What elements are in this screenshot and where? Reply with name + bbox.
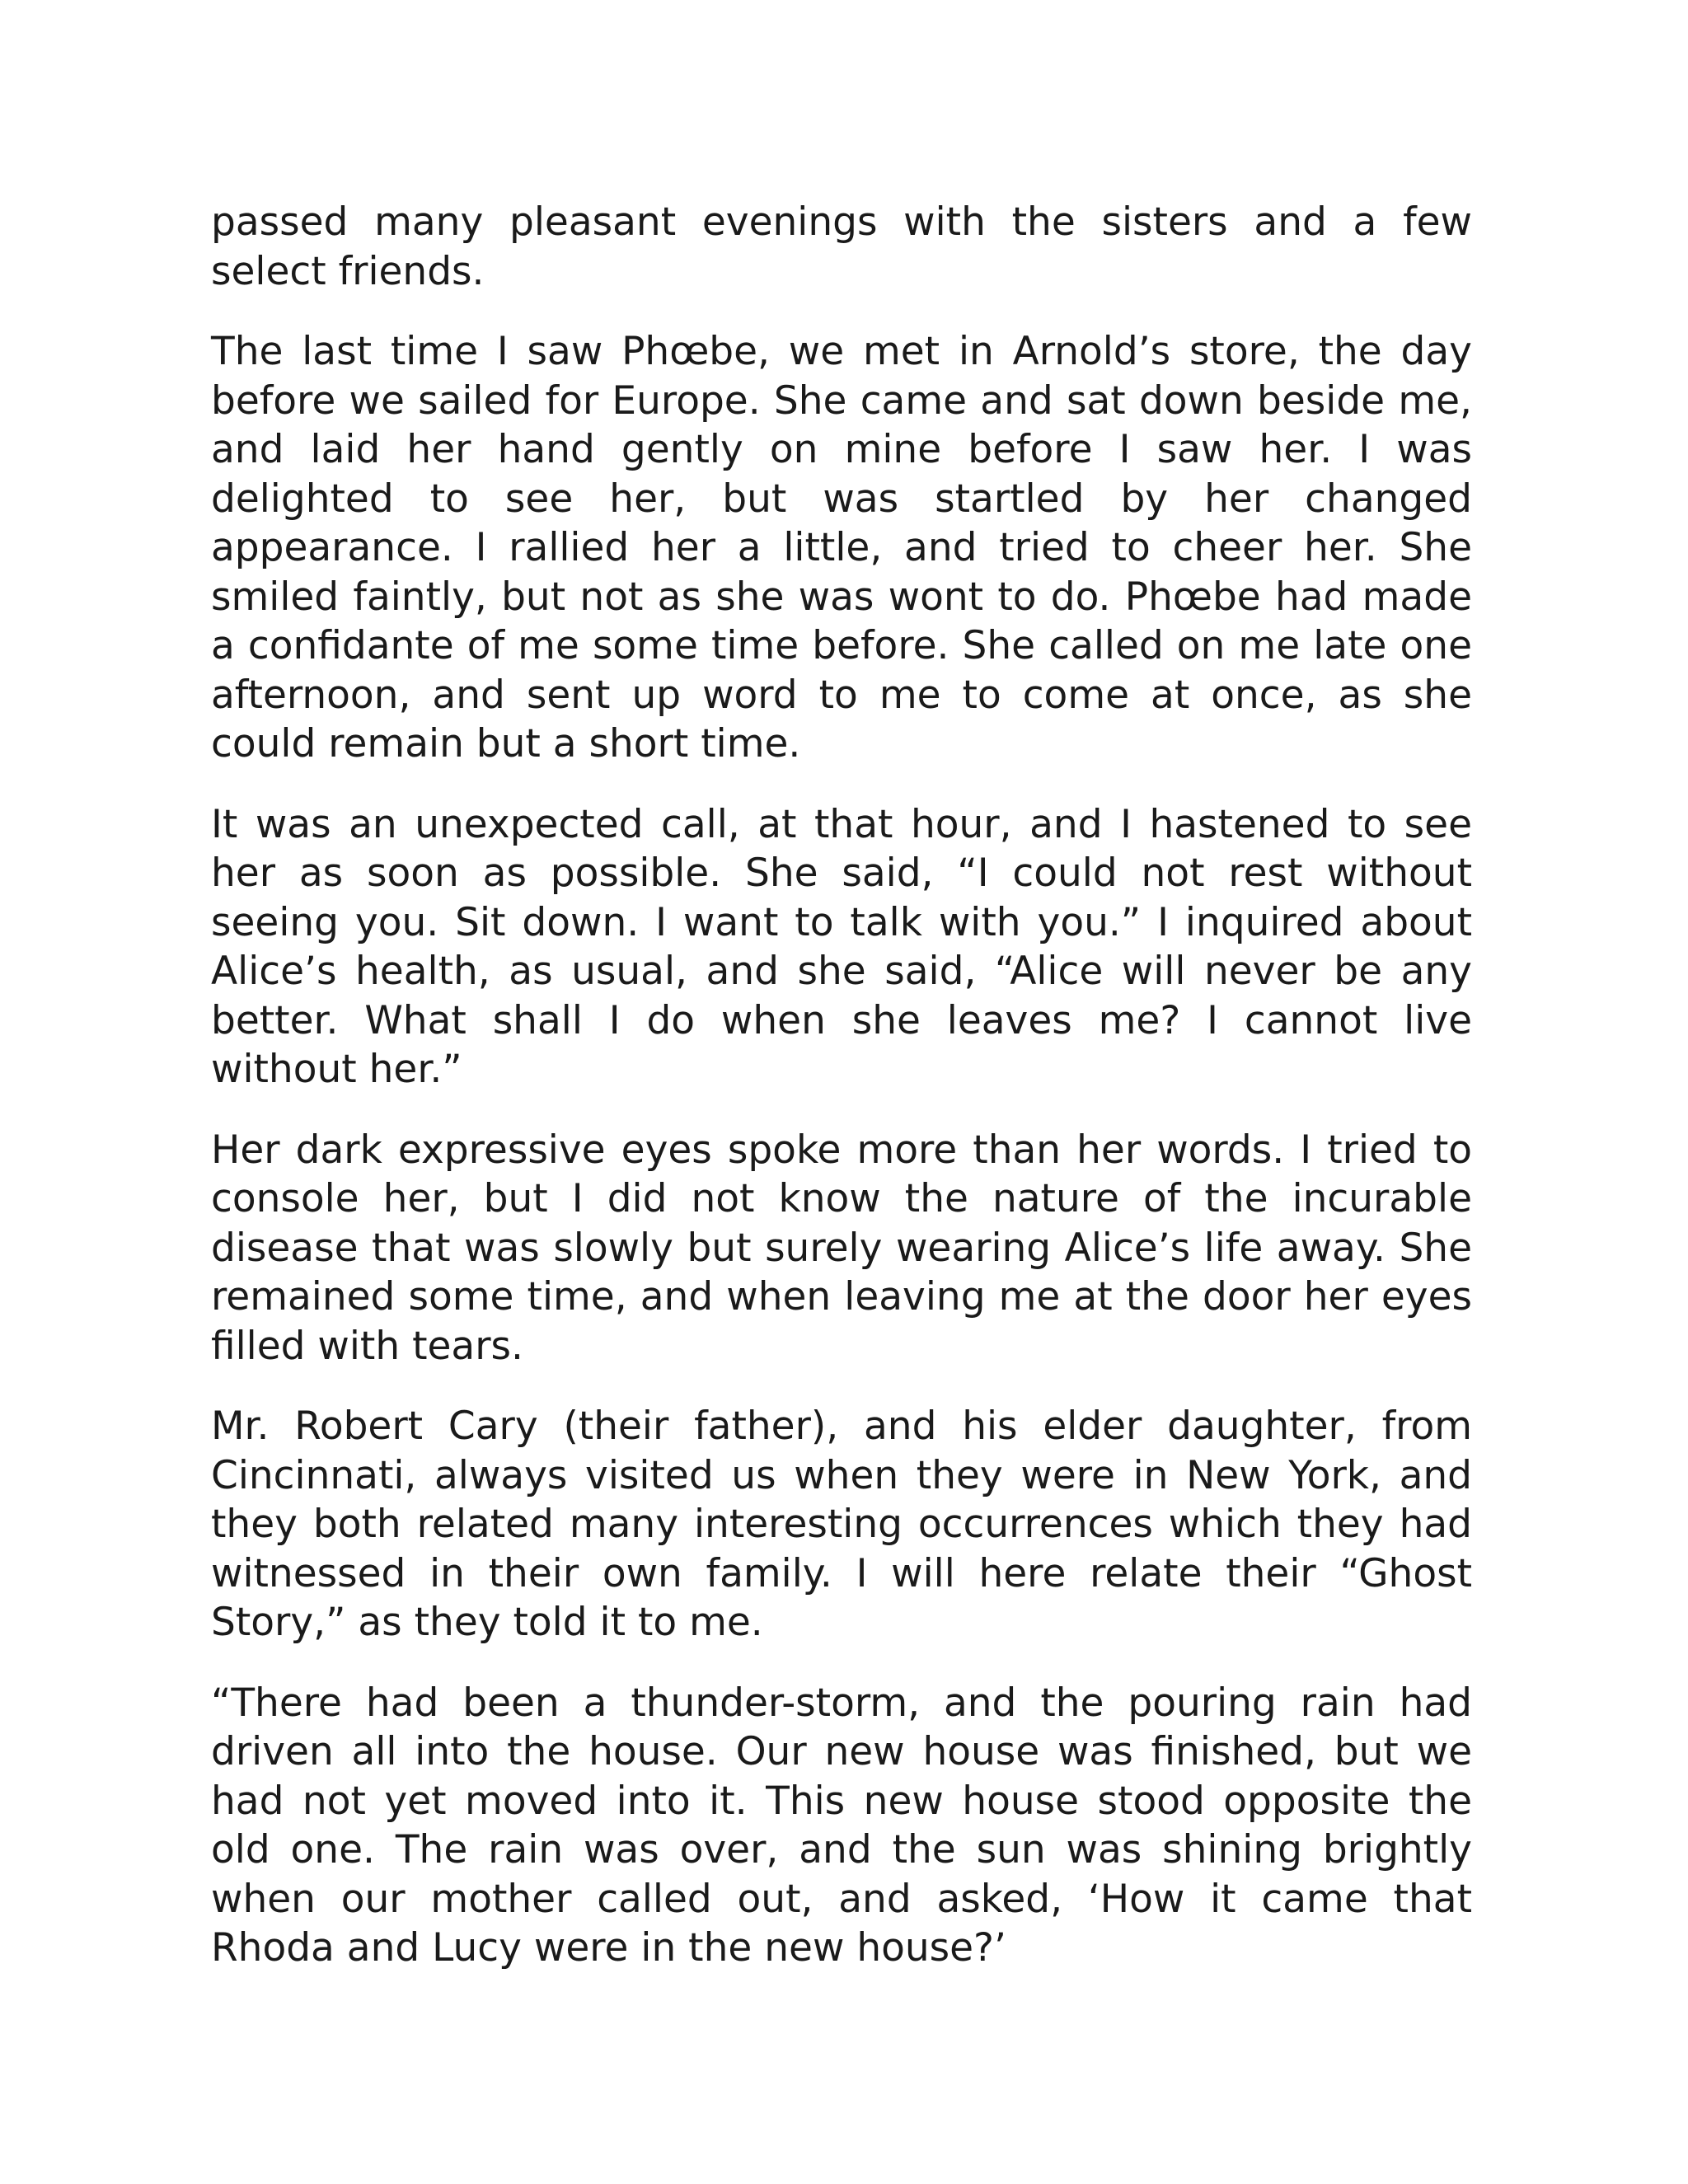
paragraph-5: Mr. Robert Cary (their father), and his elder daughter, from Cincinnati, always visited us when they were in New York, and they both related many interesting occurrences which they had witnessed in their own family. I will here relate their “Ghost Story,” as they told it to me. (211, 1404, 1472, 1645)
paragraph-6: “There had been a thunder-storm, and the pouring rain had driven all into the house. Our new house was finished, but we had not yet moved into it. This new house stood opposite the old one. The rain was over, and the sun was shining brightly when our mother called out, and asked, ‘How it came that Rhoda and Lucy were in the new house?’ (211, 1680, 1472, 1971)
paragraph-1: passed many pleasant evenings with the sisters and a few select friends. (211, 199, 1472, 294)
paragraph-3: It was an unexpected call, at that hour, and I hastened to see her as soon as possible. She said, “I could not rest without seeing you. Sit down. I want to talk with you.” I inquired about Alice’s health, as usual, and she said, “Alice will never be any better. What shall I do when she leaves me? I cannot live without her.” (211, 801, 1472, 1092)
paragraph-4: Her dark expressive eyes spoke more than her words. I tried to console her, but I did not know the nature of the incurable disease that was slowly but surely wearing Alice’s life away. She remained some time, and when leaving me at the door her eyes filled with tears. (211, 1127, 1472, 1369)
body-text (211, 198, 1472, 2004)
paragraph-2: The last time I saw Phœbe, we met in Arnold’s store, the day before we sailed for Europe. She came and sat down beside me, and laid her hand gently on mine before I saw her. I was delighted to see her, but was startled by her changed appearance. I rallied her a little, and tried to cheer her. She smiled faintly, but not as she was wont to do. Phœbe had made a confidante of me some time before. She called on me late one afternoon, and sent up word to me to come at once, as she could remain but a short time. (211, 329, 1472, 766)
